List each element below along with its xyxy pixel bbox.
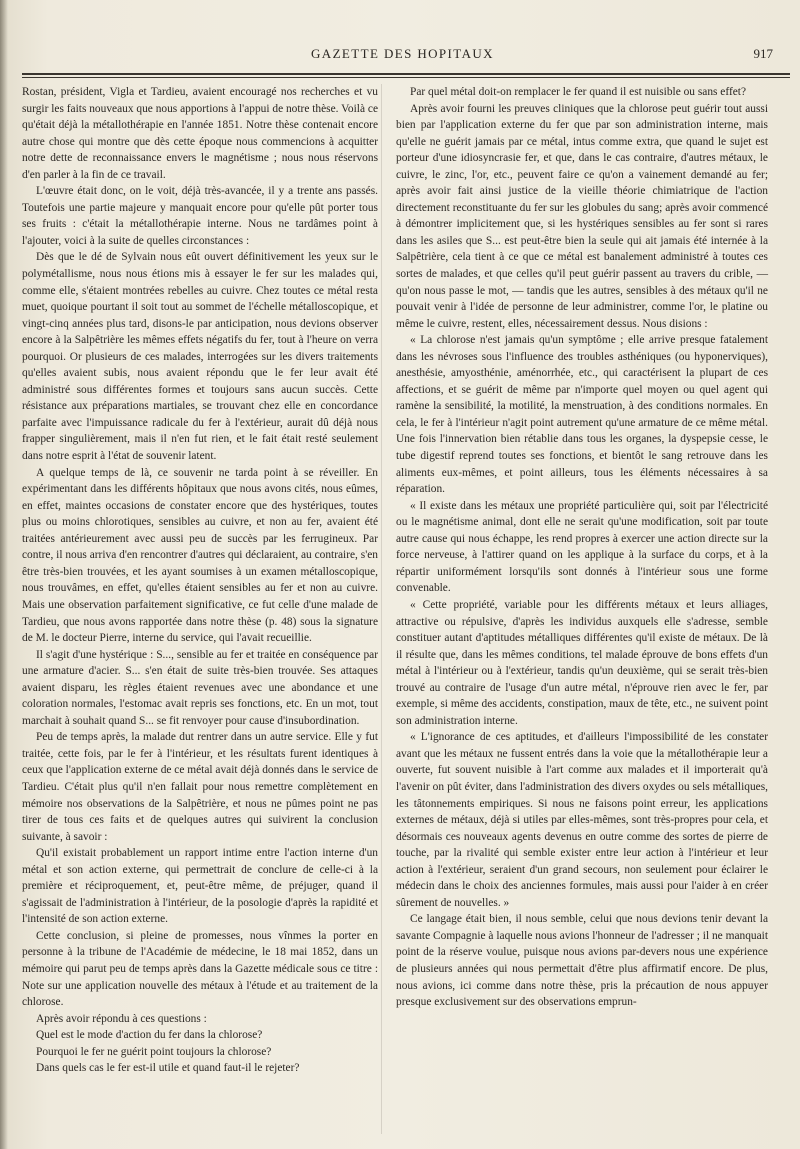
paragraph: Ce langage était bien, il nous semble, celui que nous devions tenir devant la savante Compagnie à laquelle nous avions l'honneur de l'adresser ; il ne manquait point de la réserve voulue, puisque nous avions par-devers nous une expérience de plusieurs années qui nous permettait d'être plus affirmatif encore. De plus, nous avions, ici comme dans notre thèse, pris la précaution de nous appuyer presque exclusivement sur des observations emprun- — [396, 913, 768, 1009]
page-number: 917 — [753, 46, 773, 61]
running-title: GAZETTE DES HOPITAUX — [311, 46, 494, 61]
paragraph: Peu de temps après, la malade dut rentrer dans un autre service. Elle y fut traitée, cette fois, par le fer à l'intérieur, et les résultats furent identiques à ceux que l'application externe de ce métal avait déjà donnés dans le service de Tardieu. C'était plus qu'il n'en fallait pour nous remettre complètement en mémoire nos observations de la Salpêtrière, et nous ne pûmes point ne pas tirer de tous ces faits et de quelques autres qui suivirent la conclusion suivante, à savoir : — [22, 731, 378, 843]
header-rule-thick — [22, 73, 790, 75]
paragraph: Par quel métal doit-on remplacer le fer quand il est nuisible ou sans effet? — [410, 86, 747, 98]
paragraph: A quelque temps de là, ce souvenir ne tarda point à se réveiller. En expérimentant dans les différents hôpitaux que nous avons cités, nous eûmes, en effet, maintes occasions de constater encore que des hystériques, toutes plus ou moins chlorotiques, sensibles au cuivre, et non au fer, avaient été traitées antérieurement avec aussi peu de succès par les ferrugineux. Par contre, il nous arriva d'en rencontrer d'autres qui déclaraient, au contraire, s'en être très-bien trouvées, et les ayant soumises à un examen métalloscopique, nous trouvâmes, en effet, qu'elles étaient sensibles au fer et non au cuivre. Mais une observation parfaitement significative, ce fut celle d'une malade de Tardieu, que nous avons rapportée dans notre thèse (p. 48) sous la signature de M. le docteur Pierre, interne du service, qui l'avait recueillie. — [22, 466, 378, 645]
header-rule-thin — [22, 77, 790, 78]
question-line: Quel est le mode d'action du fer dans la chlorose? — [36, 1029, 263, 1042]
left-column — [22, 84, 378, 1077]
quotation-paragraph: « L'ignorance de ces aptitudes, et d'ailleurs l'impossibilité de les constater avant que les métaux ne fussent entrés dans la voie que la métallothérapie leur a ouverte, fut souvent nuisible à l'art comme aux malades et il importerait qu'à l'avenir on pût éviter, dans l'administration des divers oxydes ou sels métalliques, les tâtonnements empiriques. Si nous ne faisons point erreur, les applications externes de métaux, déjà si utiles par elles-mêmes, sont très-propres pour cela, et désormais ces nouveaux agents devenus en outre comme des sortes de pierre de touche, par la rivalité qui semble exister entre leur action à l'intérieur et leur action à l'extérieur, seraient d'un grand secours, non seulement pour éclairer le médecin dans le choix des anciennes formules, mais aussi pour l'aider à en créer sûrement de nouvelles. » — [396, 731, 768, 909]
paragraph: Cette conclusion, si pleine de promesses, nous vînmes la porter en personne à la tribune de l'Académie de médecine, le 18 mai 1852, dans un mémoire qui parut peu de temps après dans la Gazette médicale sous ce titre : Note sur une application nouvelle des métaux à l'étude et au traitement de la chlorose. — [22, 929, 378, 1009]
quotation-paragraph: « Il existe dans les métaux une propriété particulière qui, soit par l'électricité ou le magnétisme animal, dont elle ne serait qu'une modification, soit par toute autre cause qui nous échappe, les rend propres à exercer une action directe sur la force nerveuse, à l'attirer quand on les applique à la surface du corps, et à la répartir uniformément lorsqu'ils sont donnés à l'intérieur sous une forme convenable. — [396, 499, 768, 595]
right-column — [396, 84, 768, 1011]
quotation-paragraph: « Cette propriété, variable pour les différents métaux et leurs alliages, attractive ou répulsive, d'après les individus auxquels elle s'adresse, semble constituer autant d'aptitudes métalliques différentes qu'il existe de métaux. De là il résulte que, dans les mêmes conditions, tel malade éprouve de bons effets d'un métal à l'intérieur ou à l'extérieur, tandis qu'un deuxième, qui se serait très-bien trouvé au contraire de l'usage d'un autre métal, n'éprouve rien avec le fer, par exemple, si même des accidents, constipation, maux de tête, etc., ne suivent point son administration interne. — [396, 598, 768, 727]
paragraph: Rostan, président, Vigla et Tardieu, avaient encouragé nos recherches et vu surgir les faits nouveaux que nous apportions à l'appui de notre thèse. Voilà ce qu'était déjà la métallothérapie en l'année 1851. Notre thèse contenait encore autre chose qui montre que dès cette époque nous commencions à acquitter notre dette de reconnaissance envers le magnétisme ; nous nous réservons d'en parler à la fin de ce travail. — [22, 86, 378, 181]
page-binding-edge — [0, 0, 8, 1149]
paragraph: Qu'il existait probablement un rapport intime entre l'action interne d'un métal et son action externe, qui permettrait de conclure de celle-ci à la première et réciproquement, et, peut-être même, de préjuger, quand il s'agissait de l'administration à l'intérieur, de la posologie d'après la rapidité et l'intensité de son action externe. — [22, 847, 378, 926]
paragraph: Après avoir répondu à ces questions : — [36, 1012, 207, 1025]
page-header — [20, 46, 785, 68]
column-gutter — [381, 84, 382, 1134]
paragraph: L'œuvre était donc, on le voit, déjà très-avancée, il y a trente ans passés. Toutefois une partie majeure y manquait encore pour qu'elle pût porter tous ses fruits : c'était la métallothérapie interne. Nous ne tardâmes point à l'ajouter, voici à la suite de quelles circonstances : — [22, 185, 378, 247]
question-line: Pourquoi le fer ne guérit point toujours la chlorose? — [36, 1045, 272, 1058]
paragraph: Dès que le dé de Sylvain nous eût ouvert définitivement les yeux sur le polymétallisme, nous nous étions mis à essayer le fer sur les malades qui, comme elle, s'étaient montrées rebelles au cuivre. Chez toutes ce métal resta muet, quoique pourtant il soit tout au sommet de l'échelle métalloscopique, et vingt-cinq années plus tard, disons-le par anticipation, nous devions observer encore à la Salpêtrière les mêmes effets négatifs du fer, tout à l'heure on verra pourquoi. Or plusieurs de ces malades, interrogées sur les divers traitements qu'elles avaient subis, nous avaient répondu que le fer leur avait été administré sous différentes formes et toujours sans aucun succès. Cette résistance aux préparations martiales, se trouvant chez elle en concordance parfaite avec l'impuissance radicale du fer à l'extérieur, aurait dû déjà nous frapper singulièrement, mais il n'en fut rien, et le fait était resté seulement dans notre esprit à l'état de souvenir latent. — [22, 251, 378, 463]
quotation-paragraph: « La chlorose n'est jamais qu'un symptôme ; elle arrive presque fatalement dans les névroses sous l'influence des troubles asthéniques (ou hyponerviques), anesthésie, amyosthénie, aménorrhée, etc., qui caractérisent la plupart de ces affections, et se guérit de même par n'importe quel moyen ou quel agent qui ramène la sensibilité, la motilité, la menstruation, à des conditions normales. En cela, le fer à l'intérieur n'agit point autrement qu'une armature de ce même métal. Une fois l'innervation bien rétablie dans tous les organes, la dyspepsie cesse, le tube digestif reprend toutes ses fonctions, et bientôt le sang retrouve dans les aliments eux-mêmes, et point ailleurs, tous les éléments nécessaires à sa réparation. — [396, 334, 768, 496]
paragraph: Après avoir fourni les preuves cliniques que la chlorose peut guérir tout aussi bien par l'application externe du fer que par son administration interne, mais qu'elle ne guérit jamais par ce métal, intus comme extra, que quand le sujet est porteur d'une idiosyncrasie fer, et que, dans le cas contraire, d'autres métaux, le cuivre, le zinc, l'or, etc., peuvent faire ce qu'on a vainement demandé au fer; après avoir fait ainsi justice de la vieille théorie chimiatrique de l'action directement reconstituante du fer sur les globules du sang; après avoir commencé à démontrer implicitement que, si les hystériques sensibles au fer sont si rares dans les asiles que S... est peut-être bien la seule qui ait jamais été internée à la Salpêtrière, cela tient à ce que ce métal est banalement administré à toutes ces sortes de malades, et que celles qu'il peut guérir passent au travers du crible, — qu'on nous passe le mot, — tandis que les autres, sensibles à des métaux qu'il ne pouvait venir à l'idée de personne de leur administrer, comme l'or, le platine ou même le cuivre, restent, elles, nécessairement dessus. Nous disions : — [396, 102, 768, 330]
paragraph: Il s'agit d'une hystérique : S..., sensible au fer et traitée en conséquence par une armature d'acier. S... s'en était de suite très-bien trouvée. Ses attaques avaient disparu, les règles étaient revenues avec une abondance et une coloration normales, l'estomac avait repris ses fonctions, etc. En un mot, tout marchait à souhait quand S... se fit renvoyer pour cause d'insubordination. — [22, 648, 378, 727]
question-line: Dans quels cas le fer est-il utile et quand faut-il le rejeter? — [36, 1062, 300, 1075]
